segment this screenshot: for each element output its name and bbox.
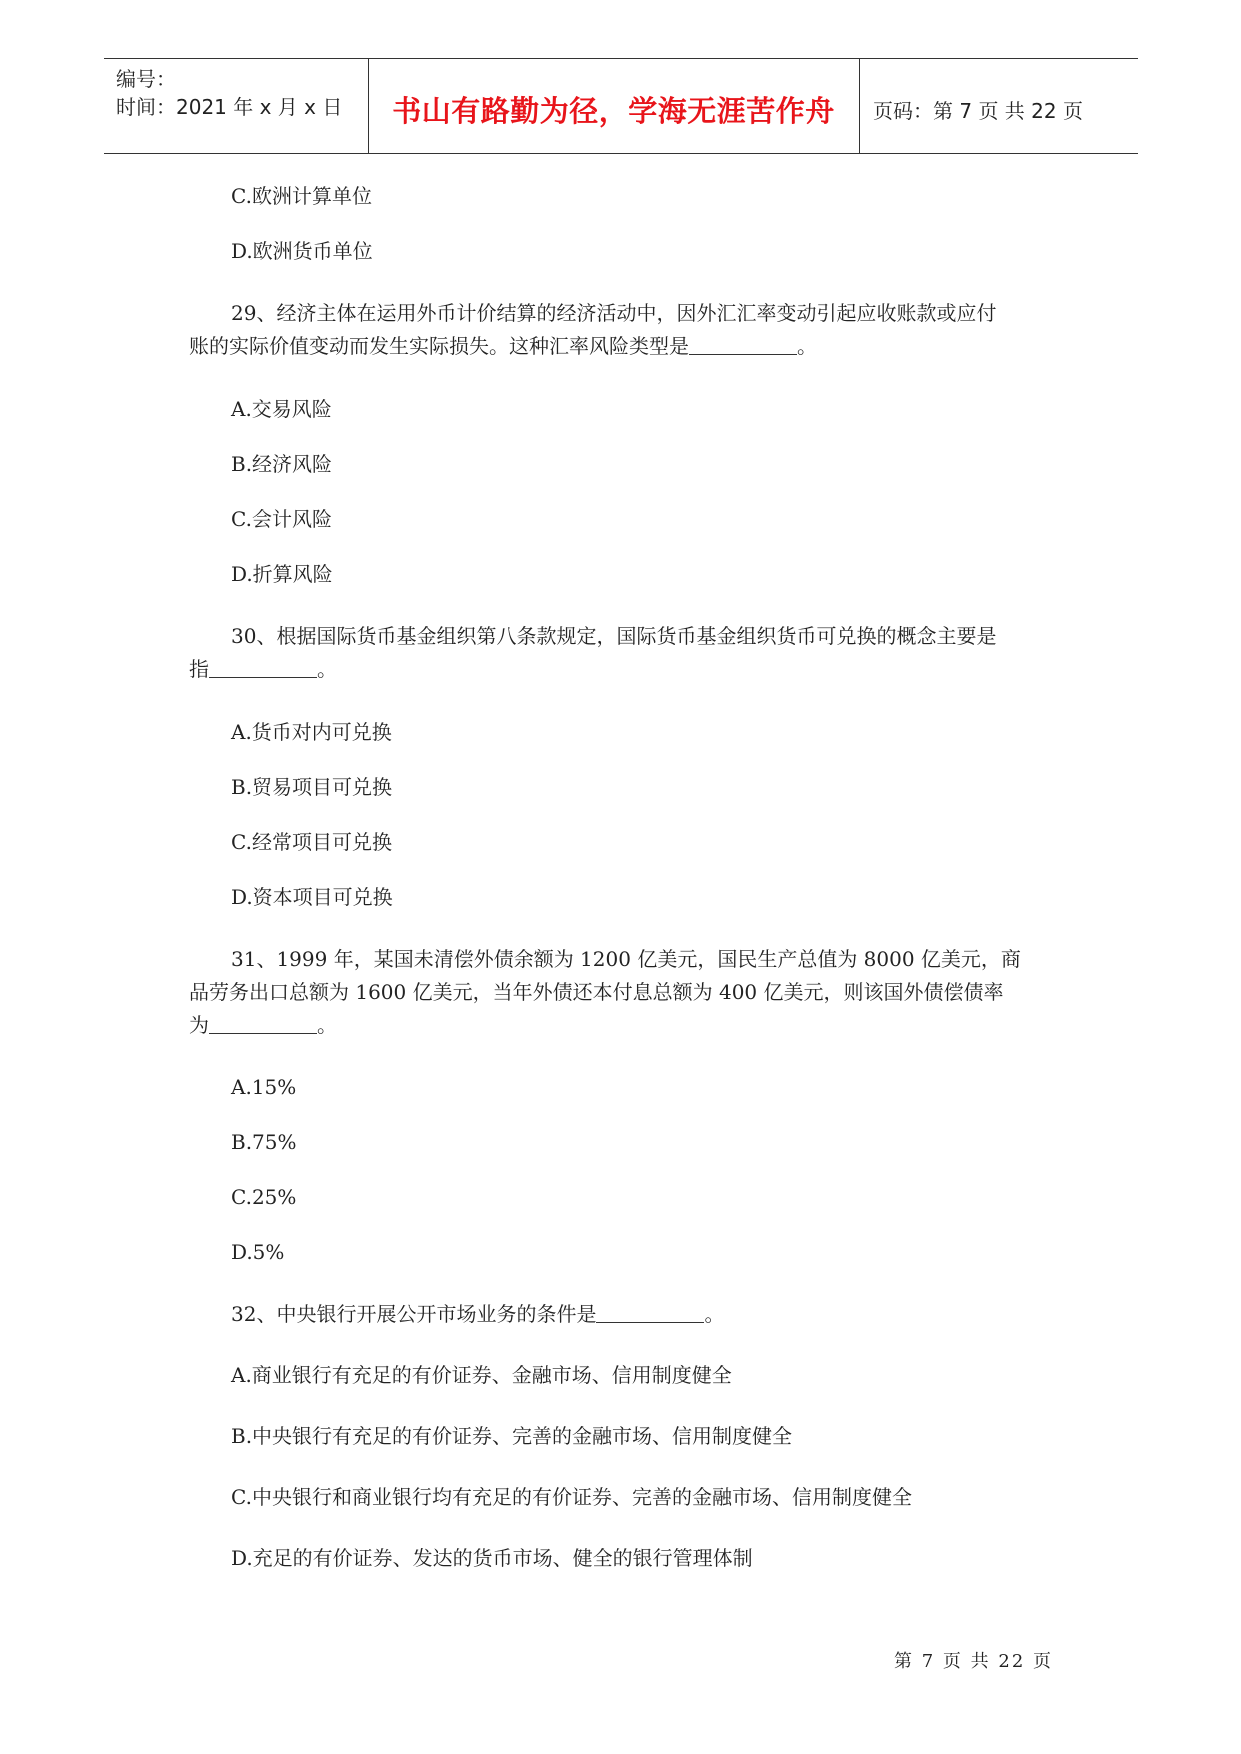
question-30-text-a: 30、根据国际货币基金组织第八条款规定，国际货币基金组织货币可兑换的概念主要是: [231, 624, 997, 648]
question-32-text: 32、中央银行开展公开市场业务的条件是: [231, 1302, 597, 1326]
header-page-cell: [859, 59, 1138, 153]
question-30-option-b: B.贸易项目可兑换: [231, 775, 393, 799]
question-31-line-2: 品劳务出口总额为 1600 亿美元，当年外债还本付息总额为 400 亿美元，则该国外债偿债率: [189, 980, 1004, 1004]
question-29-option-b: B.经济风险: [231, 452, 333, 476]
question-29-option-c: C.会计风险: [231, 507, 332, 531]
answer-blank: [209, 1013, 317, 1034]
page-header: [104, 58, 1138, 154]
question-32-option-d: D.充足的有价证券、发达的货币市场、健全的银行管理体制: [231, 1546, 753, 1570]
option-d: D.欧洲货币单位: [231, 239, 373, 263]
header-motto: 书山有路勤为径，学海无涯苦作舟: [392, 94, 835, 128]
question-32-option-c: C.中央银行和商业银行均有充足的有价证券、完善的金融市场、信用制度健全: [231, 1485, 912, 1509]
document-time-label: 时间：2021 年 x 月 x 日: [116, 95, 343, 119]
header-info-cell: [104, 59, 369, 153]
option-c: C.欧洲计算单位: [231, 184, 372, 208]
question-30-text-b: 指: [189, 657, 209, 681]
answer-blank: [689, 334, 797, 355]
question-30-option-a: A.货币对内可兑换: [231, 720, 392, 744]
document-number-label: 编号：: [116, 67, 176, 91]
question-30-end: 。: [317, 657, 337, 681]
question-31-line-1: [189, 943, 1021, 976]
header-motto-cell: [368, 59, 860, 153]
question-29-option-a: A.交易风险: [231, 397, 332, 421]
question-31-line-3: [189, 1009, 337, 1042]
question-29-text-b: 账的实际价值变动而发生实际损失。这种汇率风险类型是: [189, 334, 689, 358]
question-31-end: 。: [317, 1013, 337, 1037]
question-29-end: 。: [797, 334, 817, 358]
question-29-text-a: 29、经济主体在运用外币计价结算的经济活动中，因外汇汇率变动引起应收账款或应付: [231, 301, 997, 325]
question-32-option-b: B.中央银行有充足的有价证券、完善的金融市场、信用制度健全: [231, 1424, 793, 1448]
question-31-option-a: A.15%: [231, 1075, 297, 1099]
answer-blank: [209, 657, 317, 678]
question-29-line-2: [189, 330, 817, 363]
question-30-line-1: [189, 620, 996, 653]
question-30-option-d: D.资本项目可兑换: [231, 885, 393, 909]
question-29-line-1: [189, 297, 996, 330]
question-31-text-c: 为: [189, 1013, 209, 1037]
question-31-option-d: D.5%: [231, 1240, 285, 1264]
question-30-option-c: C.经常项目可兑换: [231, 830, 392, 854]
question-32-end: 。: [704, 1302, 725, 1326]
answer-blank: [596, 1302, 704, 1323]
header-page-code: 页码：第 7 页 共 22 页: [873, 99, 1083, 123]
question-31-option-b: B.75%: [231, 1130, 297, 1154]
question-32-option-a: A.商业银行有充足的有价证券、金融市场、信用制度健全: [231, 1363, 732, 1387]
question-32-line-1: [189, 1298, 724, 1331]
question-31-option-c: C.25%: [231, 1185, 297, 1209]
question-29-option-d: D.折算风险: [231, 562, 333, 586]
page-footer: 第 7 页 共 22 页: [894, 1651, 1053, 1672]
question-30-line-2: [189, 653, 337, 686]
question-31-text-a: 31、1999 年，某国未清偿外债余额为 1200 亿美元，国民生产总值为 8000 亿美元，商: [231, 947, 1021, 971]
